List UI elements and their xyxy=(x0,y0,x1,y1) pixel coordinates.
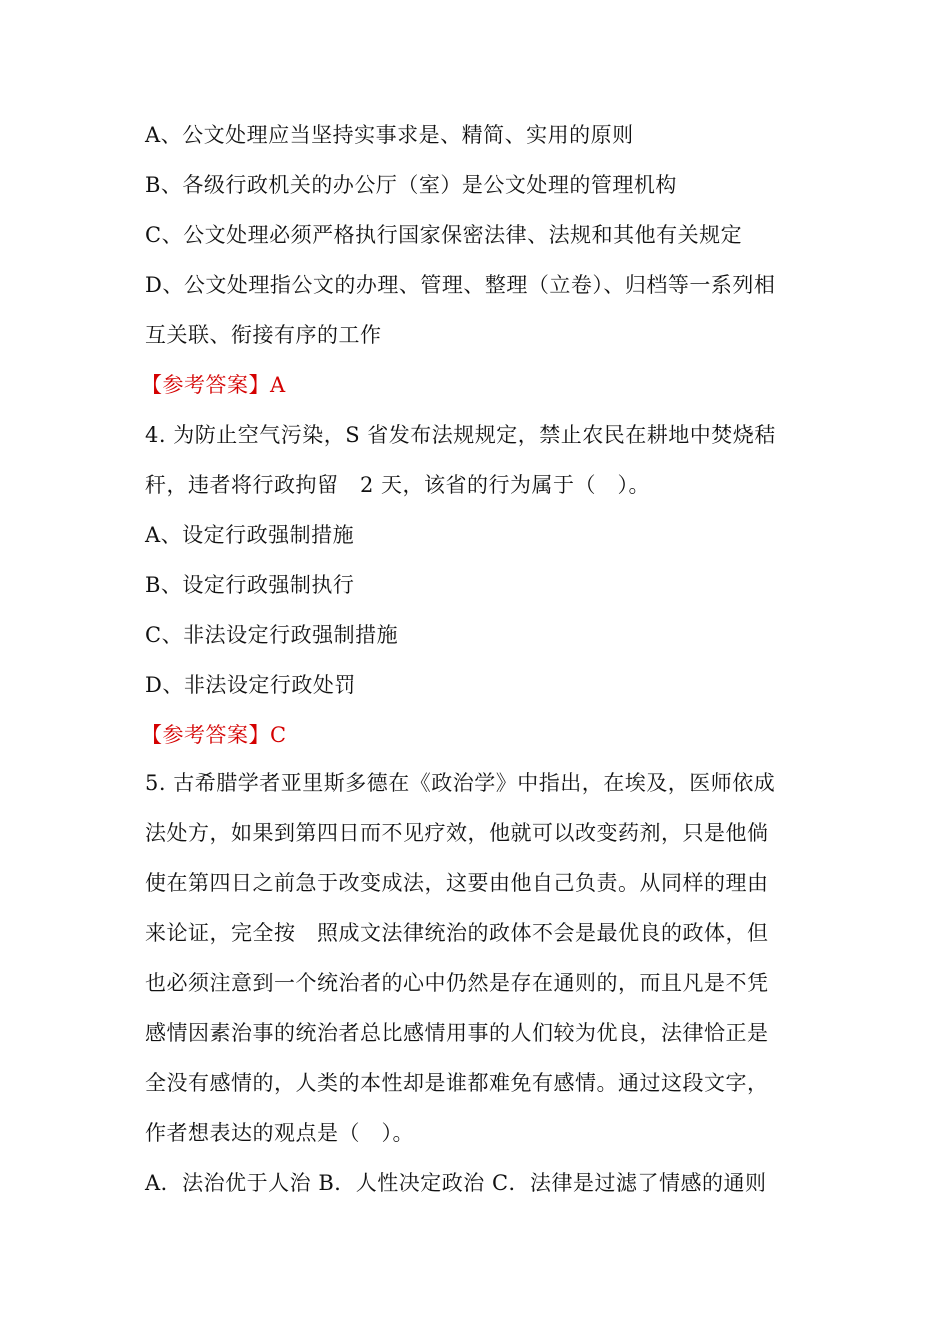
q5-stem-line-5: 也必须注意到一个统治者的心中仍然是存在通则的，而且凡是不凭 xyxy=(145,971,769,995)
answer-letter: C xyxy=(270,723,287,747)
q4-stem-line-1: 4. 为防止空气污染，S 省发布法规规定，禁止农民在耕地中焚烧秸 xyxy=(145,423,776,447)
q3-option-d-continued: 互关联、衔接有序的工作 xyxy=(145,323,382,347)
q4-option-a: A、设定行政强制措施 xyxy=(145,523,355,547)
q3-option-b: B、各级行政机关的办公厅（室）是公文处理的管理机构 xyxy=(145,173,677,197)
q3-option-d: D、公文处理指公文的办理、管理、整理（立卷）、归档等一系列相 xyxy=(145,273,776,297)
q5-stem-line-4: 来论证，完全按 照成文法律统治的政体不会是最优良的政体，但 xyxy=(145,921,769,945)
q5-stem-line-3: 使在第四日之前急于改变成法，这要由他自己负责。从同样的理由 xyxy=(145,871,769,895)
q5-stem-line-7: 全没有感情的，人类的本性却是谁都难免有感情。通过这段文字， xyxy=(145,1071,769,1095)
answer-tag: 【参考答案】 xyxy=(141,373,270,397)
q5-options: A．法治优于人治 B．人性决定政治 C．法律是过滤了情感的通则 xyxy=(145,1171,767,1195)
q3-option-c: C、公文处理必须严格执行国家保密法律、法规和其他有关规定 xyxy=(145,223,743,247)
q4-option-b: B、设定行政强制执行 xyxy=(145,573,355,597)
q5-stem-line-6: 感情因素治事的统治者总比感情用事的人们较为优良，法律恰正是 xyxy=(145,1021,769,1045)
q5-stem-line-2: 法处方，如果到第四日而不见疗效，他就可以改变药剂，只是他倘 xyxy=(145,821,769,845)
answer-tag: 【参考答案】 xyxy=(141,723,270,747)
q5-stem-line-1: 5. 古希腊学者亚里斯多德在《政治学》中指出，在埃及，医师依成 xyxy=(145,771,776,795)
q3-answer xyxy=(141,370,811,400)
q4-stem-line-2: 秆，违者将行政拘留 2 天，该省的行为属于（ ）。 xyxy=(145,473,651,497)
q3-option-a: A、公文处理应当坚持实事求是、精简、实用的原则 xyxy=(145,123,634,147)
q4-answer xyxy=(141,720,811,750)
q4-option-c: C、非法设定行政强制措施 xyxy=(145,623,399,647)
q4-option-d: D、非法设定行政处罚 xyxy=(145,673,356,697)
q5-stem-line-8: 作者想表达的观点是（ ）。 xyxy=(145,1121,414,1145)
answer-letter: A xyxy=(270,373,286,397)
